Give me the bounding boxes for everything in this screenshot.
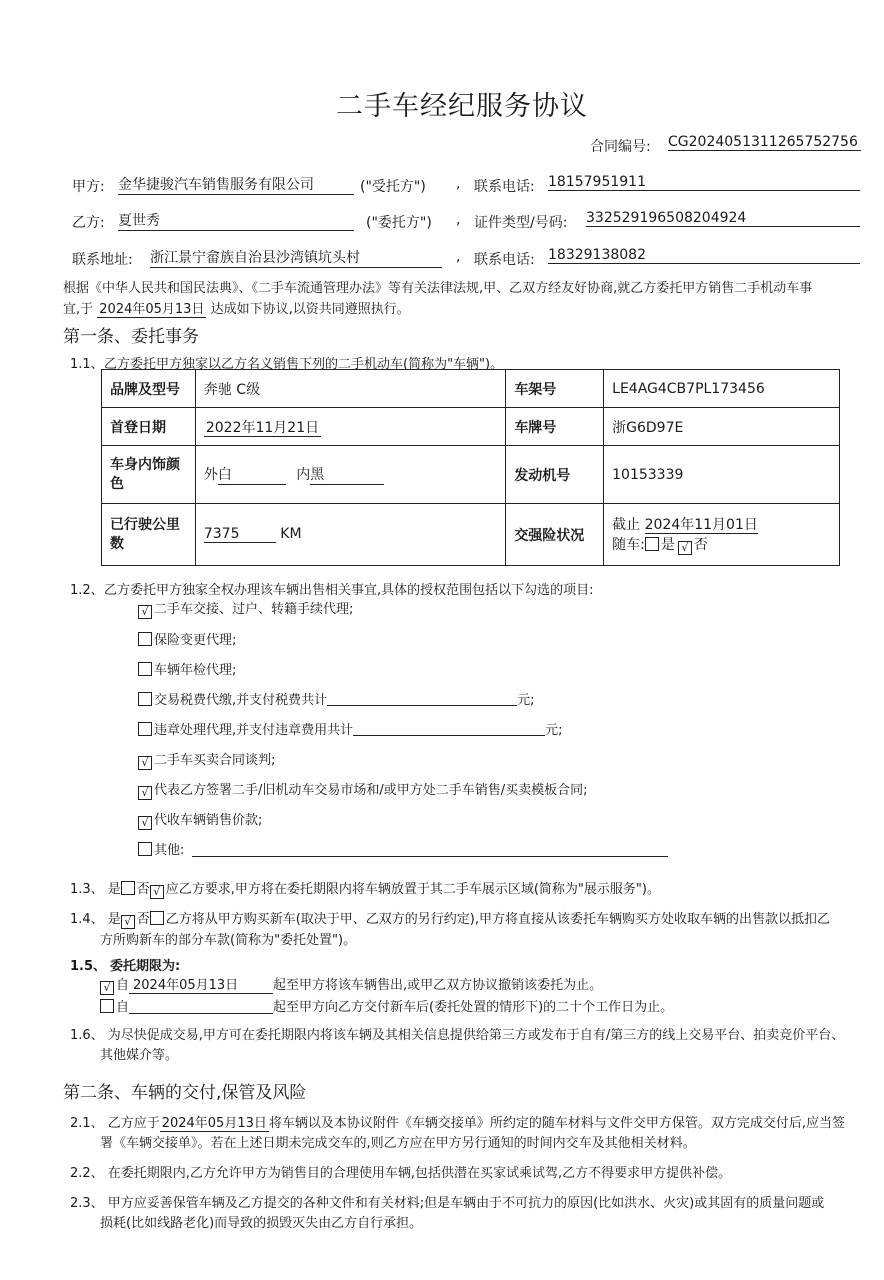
item-checkbox[interactable]: [138, 662, 152, 676]
intro-prefix: 宜,于: [63, 302, 94, 317]
party-a-phone-label: 联系电话:: [474, 179, 535, 195]
item-label: 其他:: [154, 843, 185, 858]
clause-1-3-no-label: 否: [136, 882, 150, 897]
color-cell: [195, 446, 505, 504]
party-b-id: 332529196508204924: [586, 210, 860, 227]
term-option-2-checkbox[interactable]: [100, 999, 114, 1013]
contract-no: CG2024051311265752756: [668, 134, 861, 151]
clause-1-2-no: 1.2、: [70, 583, 104, 598]
km-unit: KM: [280, 526, 302, 542]
clause-2-2-text: 在委托期限内,乙方允许甲方为销售目的合理使用车辆,包括供潜在买家试乘试驾,乙方不得要求甲方提供补偿。: [107, 1166, 732, 1181]
ext-color-value: 白: [218, 464, 286, 485]
clause-1-1-no: 1.1、: [70, 357, 104, 372]
intro-suffix: 达成如下协议,以资共同遵照执行。: [210, 302, 410, 317]
clause-2-3-no: 2.3、: [70, 1196, 104, 1211]
reg-date-cell: [195, 408, 505, 446]
list-item: [138, 689, 535, 708]
item-checkbox[interactable]: [138, 605, 152, 619]
int-color-value: 黑: [310, 464, 384, 485]
clause-1-4-no: 1.4、: [70, 912, 104, 927]
violation-amount-blank[interactable]: [353, 721, 545, 736]
party-b-id-label: 证件类型/号码:: [474, 215, 568, 231]
clause-1-4-no-checkbox[interactable]: [150, 911, 164, 925]
clause-2-1-no: 2.1、: [70, 1116, 104, 1131]
term-option-1-date: 2024年05月13日: [129, 974, 273, 994]
term-option-1: [100, 974, 602, 995]
item-label: 代收车辆销售价款;: [154, 813, 263, 828]
clause-2-1-date: 2024年05月13日: [161, 1116, 267, 1131]
party-a-sep: ,: [456, 176, 461, 192]
item-label: 交易税费代缴,并支付税费共计: [154, 693, 328, 708]
clause-1-3-no: 1.3、: [70, 882, 104, 897]
clause-1-3-yes-checkbox[interactable]: [121, 881, 135, 895]
item-checkbox[interactable]: [138, 722, 152, 736]
term-option-1-text: 起至甲方将该车辆售出,或甲乙双方协议撤销该委托为止。: [273, 978, 603, 993]
clause-1-4-yes-checkbox[interactable]: [121, 915, 135, 929]
item-label: 代表乙方签署二手/旧机动车交易市场和/或甲方处二手车销售/买卖模板合同;: [154, 783, 588, 798]
clause-1-1-text: 乙方委托甲方独家以乙方名义销售下列的二手机动车(简称为"车辆")。: [104, 357, 504, 372]
term-option-2-from: 自: [116, 1000, 130, 1015]
item-suffix: 元;: [545, 723, 563, 738]
clause-2-3-text-1: 甲方应妥善保管车辆及乙方提交的各种文件和有关材料;但是车辆由于不可抗力的原因(比如洪水、火灾)或其固有的质量问题或: [107, 1196, 825, 1211]
int-color-prefix: 内: [296, 467, 311, 483]
contract-no-label: 合同编号:: [590, 139, 651, 155]
vehicle-table: [101, 369, 840, 566]
term-option-2-date-blank[interactable]: [129, 999, 273, 1014]
insurance-cell: [604, 504, 840, 566]
party-a-phone: 18157951911: [548, 174, 860, 191]
item-checkbox[interactable]: [138, 632, 152, 646]
term-option-2-text: 起至甲方向乙方交付新车后(委托处置的情形下)的二十个工作日为止。: [273, 1000, 674, 1015]
reg-date-label: 首登日期: [102, 408, 196, 446]
table-row: [102, 408, 840, 446]
clause-1-5-title: 委托期限为:: [110, 959, 181, 974]
brand-value: 奔驰 C级: [195, 370, 505, 408]
vin-value: LE4AG4CB7PL173456: [604, 370, 840, 408]
address-sep: ,: [456, 249, 461, 265]
clause-1-6-no: 1.6、: [70, 1028, 104, 1043]
km-cell: [195, 504, 505, 566]
item-checkbox[interactable]: [138, 786, 152, 800]
item-checkbox[interactable]: [138, 842, 152, 856]
intro-line-2: [63, 298, 410, 317]
address-value: 浙江景宁畲族自治县沙湾镇坑头村: [150, 247, 442, 268]
clause-1-4-no-label: 否: [136, 912, 150, 927]
with-car-no-checkbox[interactable]: [678, 541, 692, 555]
party-b-role: ("委托方"): [366, 215, 432, 231]
clause-1-2-text: 乙方委托甲方独家全权办理该车辆出售相关事宜,具体的授权范围包括以下勾选的项目:: [104, 583, 594, 598]
intro-date: 2024年05月13日: [99, 302, 205, 317]
party-b-name: 夏世秀: [118, 210, 354, 231]
list-item: [138, 629, 236, 648]
clause-2-1: [70, 1112, 845, 1131]
clause-1-3: [70, 878, 660, 899]
engine-value: 10153339: [604, 446, 840, 504]
clause-1-4-text-2: 方所购新车的部分车款(简称为"委托处置")。: [100, 933, 357, 948]
list-item: [138, 749, 275, 770]
km-label: 已行驶公里数: [102, 504, 196, 566]
other-blank[interactable]: [192, 842, 668, 857]
clause-1-6-text-1: 为尽快促成交易,甲方可在委托期限内将该车辆及其相关信息提供给第三方或发布于自有/第三方的线上交易平台、拍卖竞价平台、: [107, 1028, 845, 1043]
clause-1-6: [70, 1024, 844, 1043]
clause-1-6-text-2: 其他媒介等。: [100, 1048, 179, 1063]
section-2-title: 第二条、车辆的交付,保管及风险: [63, 1083, 307, 1103]
clause-2-2: [70, 1162, 731, 1181]
vin-label: 车架号: [506, 370, 604, 408]
clause-1-4-text-1: 乙方将从甲方购买新车(取决于甲、乙双方的另行约定),甲方将直接从该委托车辆购买方处收取车辆的出售款以抵扣乙: [165, 912, 830, 927]
reg-date-value: 2022年11月21日: [205, 419, 320, 436]
insurance-label: 交强险状况: [506, 504, 604, 566]
clause-1-4-yes-label: 是: [107, 912, 121, 927]
clause-2-2-no: 2.2、: [70, 1166, 104, 1181]
clause-2-1-text-1: 将车辆以及本协议附件《车辆交接单》所约定的随车材料与文件交甲方保管。双方完成交付后,应当签: [268, 1116, 846, 1131]
table-row: [102, 446, 840, 504]
term-option-1-from: 自: [116, 978, 130, 993]
with-car-no-label: 否: [693, 536, 708, 553]
clause-1-3-yes-label: 是: [107, 882, 121, 897]
section-1-title: 第一条、委托事务: [63, 327, 199, 347]
clause-2-1-text-2: 署《车辆交接单》。若在上述日期未完成交车的,则乙方应在甲方另行通知的时间内交车及其他相关材料。: [100, 1136, 696, 1151]
party-a-label: 甲方:: [72, 179, 105, 195]
item-suffix: 元;: [517, 693, 535, 708]
insurance-date: 2024年11月01日: [644, 516, 758, 533]
plate-label: 车牌号: [506, 408, 604, 446]
clause-2-1-prefix: 乙方应于: [107, 1116, 160, 1131]
list-item: [138, 598, 353, 619]
address-label: 联系地址:: [72, 252, 133, 268]
color-label: 车身内饰颜色: [102, 446, 196, 504]
insurance-until: [612, 515, 831, 535]
clause-2-3: [70, 1192, 824, 1211]
party-a-role: ("受托方"): [360, 179, 426, 195]
clause-1-3-no-checkbox[interactable]: [150, 885, 164, 899]
party-b-label: 乙方:: [72, 215, 105, 231]
term-option-2: [100, 996, 673, 1015]
item-checkbox[interactable]: [138, 756, 152, 770]
item-checkbox[interactable]: [138, 692, 152, 706]
list-item: [138, 809, 262, 830]
plate-value: 浙G6D97E: [604, 408, 840, 446]
with-car-label: 随车:: [612, 536, 645, 553]
item-label: 二手车交接、过户、转籍手续代理;: [154, 602, 354, 617]
party-b-phone-label: 联系电话:: [474, 252, 535, 268]
party-b-sep: ,: [456, 212, 461, 228]
table-row: [102, 504, 840, 566]
tax-amount-blank[interactable]: [327, 691, 517, 706]
engine-label: 发动机号: [506, 446, 604, 504]
clause-2-3-text-2: 损耗(比如线路老化)而导致的损毁灭失由乙方自行承担。: [100, 1216, 423, 1231]
clause-1-3-text: 应乙方要求,甲方将在委托期限内将车辆放置于其二手车展示区域(简称为"展示服务")。: [165, 882, 660, 897]
with-car-yes-label: 是: [660, 536, 675, 553]
insurance-prefix: 截止: [612, 516, 641, 533]
party-b-phone: 18329138082: [548, 247, 860, 264]
list-item: [138, 659, 236, 678]
list-item: [138, 719, 563, 738]
page-title: 二手车经纪服务协议: [336, 91, 588, 122]
item-checkbox[interactable]: [138, 816, 152, 830]
ext-color-prefix: 外: [203, 467, 218, 483]
clause-1-5: [70, 955, 180, 974]
list-item: [138, 839, 668, 858]
insurance-with-car: [612, 535, 831, 555]
clause-1-5-no: 1.5、: [70, 959, 107, 974]
brand-label: 品牌及型号: [102, 370, 196, 408]
table-row: [102, 370, 840, 408]
list-item: [138, 779, 588, 800]
term-option-1-checkbox[interactable]: [100, 981, 114, 995]
item-label: 违章处理代理,并支付违章费用共计: [154, 723, 354, 738]
item-label: 车辆年检代理;: [154, 663, 237, 678]
clause-1-4: [70, 908, 830, 929]
item-label: 二手车买卖合同谈判;: [154, 753, 276, 768]
item-label: 保险变更代理;: [154, 633, 237, 648]
party-a-name: 金华捷骏汽车销售服务有限公司: [118, 174, 354, 195]
with-car-yes-checkbox[interactable]: [645, 537, 659, 551]
intro-line-1: 根据《中华人民共和国民法典》、《二手车流通管理办法》等有关法律法规,甲、乙双方经友好协商,就乙方委托甲方销售二手机动车事: [63, 281, 813, 296]
km-value: 7375: [204, 526, 276, 543]
